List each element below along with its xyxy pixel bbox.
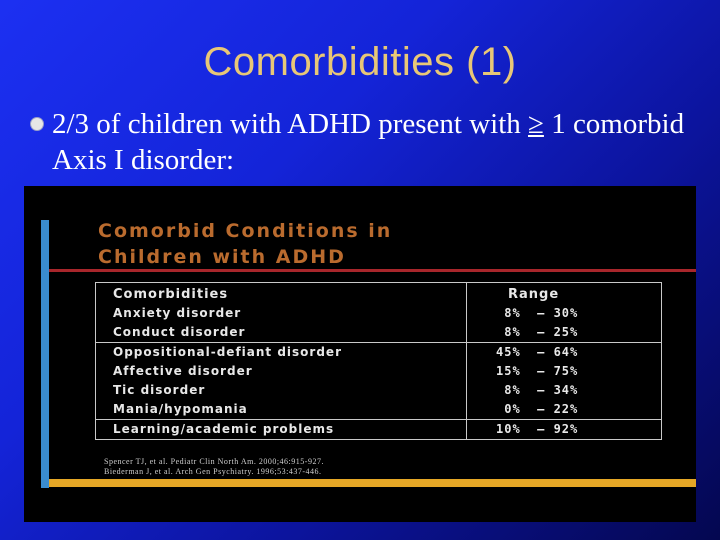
row-name: Anxiety disorder [113, 306, 242, 320]
embedded-slide-title [98, 218, 392, 270]
bottom-accent-bar [49, 479, 696, 487]
left-accent-bar [41, 220, 49, 488]
references [104, 457, 324, 477]
table-row [96, 343, 661, 362]
row-range: 45% — 64% [496, 345, 579, 359]
table-row [96, 323, 661, 342]
reference-line: Spencer TJ, et al. Pediatr Clin North Am. 2000;46:915-927. [104, 457, 324, 466]
table-row [96, 362, 661, 381]
bullet-point [30, 106, 710, 178]
row-range: 0% — 22% [496, 402, 579, 416]
bullet-marker-icon [30, 117, 44, 131]
row-name: Tic disorder [113, 383, 206, 397]
embedded-table-slide [24, 186, 696, 522]
row-name: Learning/academic problems [113, 422, 335, 436]
table-row [96, 420, 661, 439]
reference-line: Biederman J, et al. Arch Gen Psychiatry. 1996;53:437-446. [104, 467, 322, 476]
table-row [96, 381, 661, 400]
row-name: Affective disorder [113, 364, 253, 378]
table-header-row [96, 285, 661, 304]
comorbidities-table [95, 282, 662, 440]
bullet-text-prefix: 2/3 of children with ADHD present with [52, 108, 529, 140]
row-range: 10% — 92% [496, 422, 579, 436]
slide-title: Comorbidities (1) [203, 40, 517, 84]
header-comorbidities: Comorbidities [113, 287, 229, 302]
bullet-text [52, 106, 710, 178]
title-divider [49, 269, 696, 272]
embedded-title-line2: Children with ADHD [98, 246, 346, 268]
row-range: 8% — 34% [496, 383, 579, 397]
row-range: 8% — 25% [496, 325, 579, 339]
table-row [96, 304, 661, 323]
table-row [96, 400, 661, 419]
greater-equal-symbol: ≥ [528, 108, 544, 140]
row-name: Conduct disorder [113, 325, 246, 339]
bullet-text-suffix: 1 comorbid Axis I disorder: [52, 108, 685, 176]
header-range: Range [508, 287, 560, 302]
row-range: 15% — 75% [496, 364, 579, 378]
row-name: Oppositional-defiant disorder [113, 345, 342, 359]
row-range: 8% — 30% [496, 306, 579, 320]
embedded-title-line1: Comorbid Conditions in [98, 220, 393, 242]
row-name: Mania/hypomania [113, 402, 248, 416]
